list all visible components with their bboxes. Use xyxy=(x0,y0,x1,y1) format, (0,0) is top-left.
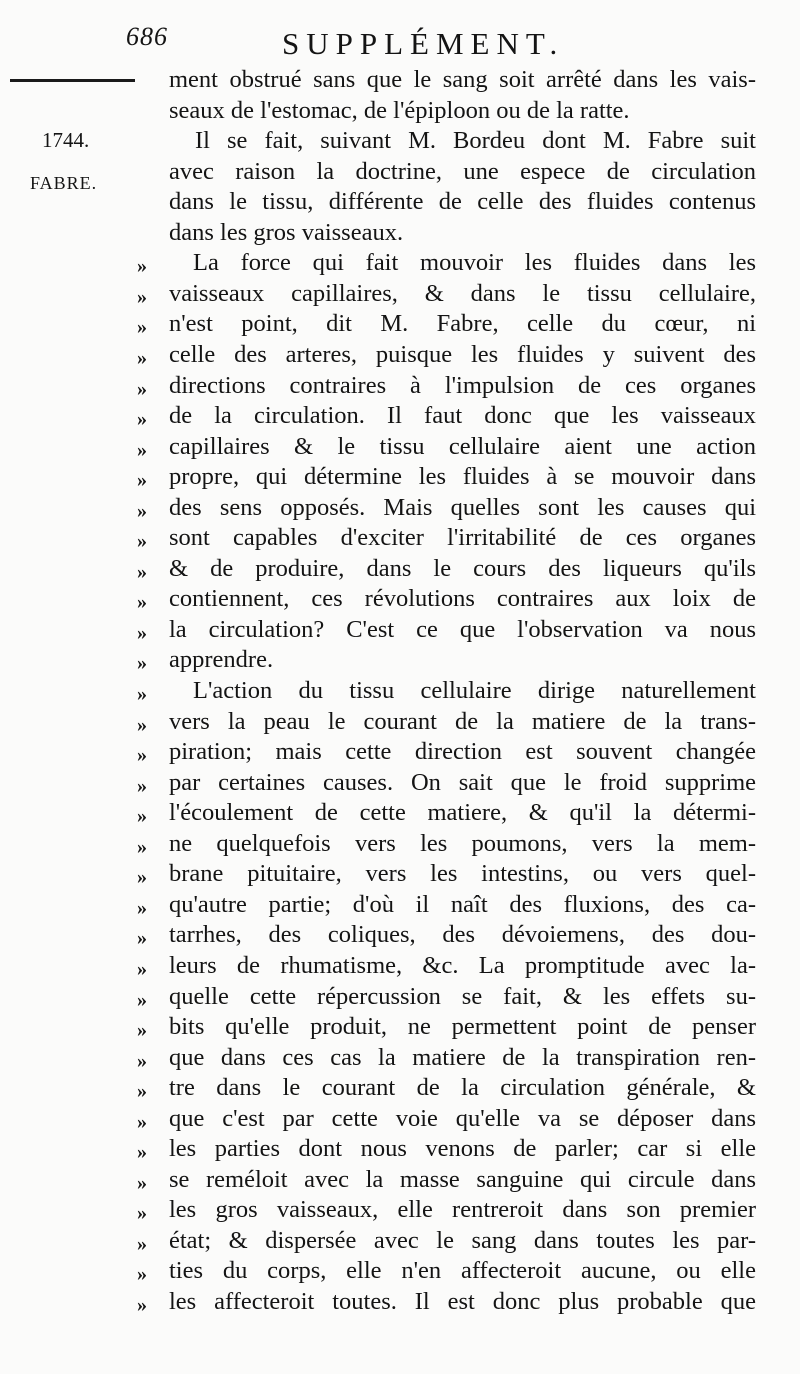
quote-mark: » xyxy=(137,1294,147,1316)
text-line: bits qu'elle produit, ne permettent point de penser xyxy=(169,1013,756,1041)
quote-mark: » xyxy=(137,255,147,278)
quote-mark: » xyxy=(137,988,147,1011)
text-line: seaux de l'estomac, de l'épiploon ou de la ratte. xyxy=(169,96,630,124)
text-line: sont capables d'exciter l'irritabilité de ces organes xyxy=(169,524,756,552)
text-line: vers la peau le courant de la matiere de la trans- xyxy=(169,707,756,735)
quote-mark: » xyxy=(137,438,147,461)
text-line: les affecteroit toutes. Il est donc plus probable que xyxy=(169,1288,756,1315)
quote-mark: » xyxy=(137,346,147,369)
text-line: tre dans le courant de la circulation générale, & xyxy=(169,1074,756,1102)
text-line: que c'est par cette voie qu'elle va se déposer dans xyxy=(169,1104,756,1132)
quote-mark: » xyxy=(137,1080,147,1103)
text-line: l'écoulement de cette matiere, & qu'il la détermi- xyxy=(169,799,756,827)
text-line: n'est point, dit M. Fabre, celle du cœur, ni xyxy=(169,310,756,338)
text-line: directions contraires à l'impulsion de ces organes xyxy=(169,371,756,399)
margin-note-author: FABRE. xyxy=(30,173,98,193)
text-line: leurs de rhumatisme, &c. La promptitude avec la- xyxy=(169,951,756,979)
text-line: se reméloit avec la masse sanguine qui circule dans xyxy=(169,1165,756,1193)
quote-mark: » xyxy=(137,744,147,767)
quote-mark: » xyxy=(137,927,147,950)
text-line: L'action du tissu cellulaire dirige naturellement xyxy=(193,677,756,704)
quote-mark: » xyxy=(137,1141,147,1164)
text-line: ties du corps, elle n'en affecteroit aucune, ou elle xyxy=(169,1257,756,1285)
text-line: brane pituitaire, vers les intestins, ou vers quel- xyxy=(169,860,756,888)
quote-mark: » xyxy=(137,408,147,431)
margin-note-year: 1744. xyxy=(42,128,90,152)
quote-mark: » xyxy=(137,285,147,308)
text-line: par certaines causes. On sait que le froid supprime xyxy=(169,768,756,796)
text-line: & de produire, dans le cours des liqueurs qu'ils xyxy=(169,554,756,582)
quote-mark: » xyxy=(137,1049,147,1072)
text-line: ne quelquefois vers les poumons, vers la mem- xyxy=(169,829,756,857)
text-line: propre, qui détermine les fluides à se mouvoir dans xyxy=(169,463,756,491)
quote-mark: » xyxy=(137,835,147,858)
text-line: celle des arteres, puisque les fluides y suivent des xyxy=(169,340,756,368)
text-line: que dans ces cas la matiere de la transpiration ren- xyxy=(169,1043,756,1071)
text-line: des sens opposés. Mais quelles sont les causes qui xyxy=(169,493,756,521)
quote-mark: » xyxy=(137,1019,147,1042)
text-line: les gros vaisseaux, elle rentreroit dans son premier xyxy=(169,1196,756,1224)
text-line: de la circulation. Il faut donc que les vaisseaux xyxy=(169,402,756,430)
margin-rule xyxy=(10,79,135,82)
quote-mark: » xyxy=(137,316,147,339)
text-line: qu'autre partie; d'où il naît des fluxions, des ca- xyxy=(169,890,756,918)
text-line: dans les gros vaisseaux. xyxy=(169,218,404,246)
text-line: ment obstrué sans que le sang soit arrêté dans les vais- xyxy=(169,66,756,93)
text-line: Il se fait, suivant M. Bordeu dont M. Fabre suit xyxy=(195,127,756,155)
running-head: SUPPLÉMENT. xyxy=(282,26,565,61)
text-line: dans le tissu, différente de celle des fluides contenus xyxy=(169,188,756,216)
quote-mark: » xyxy=(137,957,147,980)
text-line: apprendre. xyxy=(169,646,274,674)
quote-mark: » xyxy=(137,683,147,705)
quote-mark: » xyxy=(137,377,147,400)
text-line: capillaires & le tissu cellulaire aient une action xyxy=(169,432,756,460)
quote-mark: » xyxy=(137,469,147,492)
quote-mark: » xyxy=(137,1232,147,1255)
text-line: état; & dispersée avec le sang dans toutes les par- xyxy=(169,1226,756,1254)
quote-mark: » xyxy=(137,499,147,522)
quote-mark: » xyxy=(137,866,147,889)
quote-mark: » xyxy=(137,805,147,828)
text-line: La force qui fait mouvoir les fluides dans les xyxy=(193,249,756,277)
page-number: 686 xyxy=(126,22,168,51)
quote-mark: » xyxy=(137,530,147,553)
quote-mark: » xyxy=(137,560,147,583)
quote-mark: » xyxy=(137,1263,147,1286)
text-line: quelle cette répercussion se fait, & les effets su- xyxy=(169,982,756,1010)
text-line: piration; mais cette direction est souvent changée xyxy=(169,738,756,766)
text-line: avec raison la doctrine, une espece de circulation xyxy=(169,157,756,185)
quote-mark: » xyxy=(137,621,147,644)
quote-mark: » xyxy=(137,1110,147,1133)
quote-mark: » xyxy=(137,1171,147,1194)
text-line: contiennent, ces révolutions contraires aux loix de xyxy=(169,585,756,613)
quote-mark: » xyxy=(137,774,147,797)
text-line: tarrhes, des coliques, des dévoiemens, des dou- xyxy=(169,921,756,949)
quote-mark: » xyxy=(137,591,147,614)
text-line: vaisseaux capillaires, & dans le tissu cellulaire, xyxy=(169,279,756,307)
quote-mark: » xyxy=(137,1202,147,1225)
quote-mark: » xyxy=(137,713,147,736)
text-line: les parties dont nous venons de parler; car si elle xyxy=(169,1135,756,1163)
text-line: la circulation? C'est ce que l'observation va nous xyxy=(169,615,756,643)
quote-mark: » xyxy=(137,652,147,675)
quote-mark: » xyxy=(137,896,147,919)
